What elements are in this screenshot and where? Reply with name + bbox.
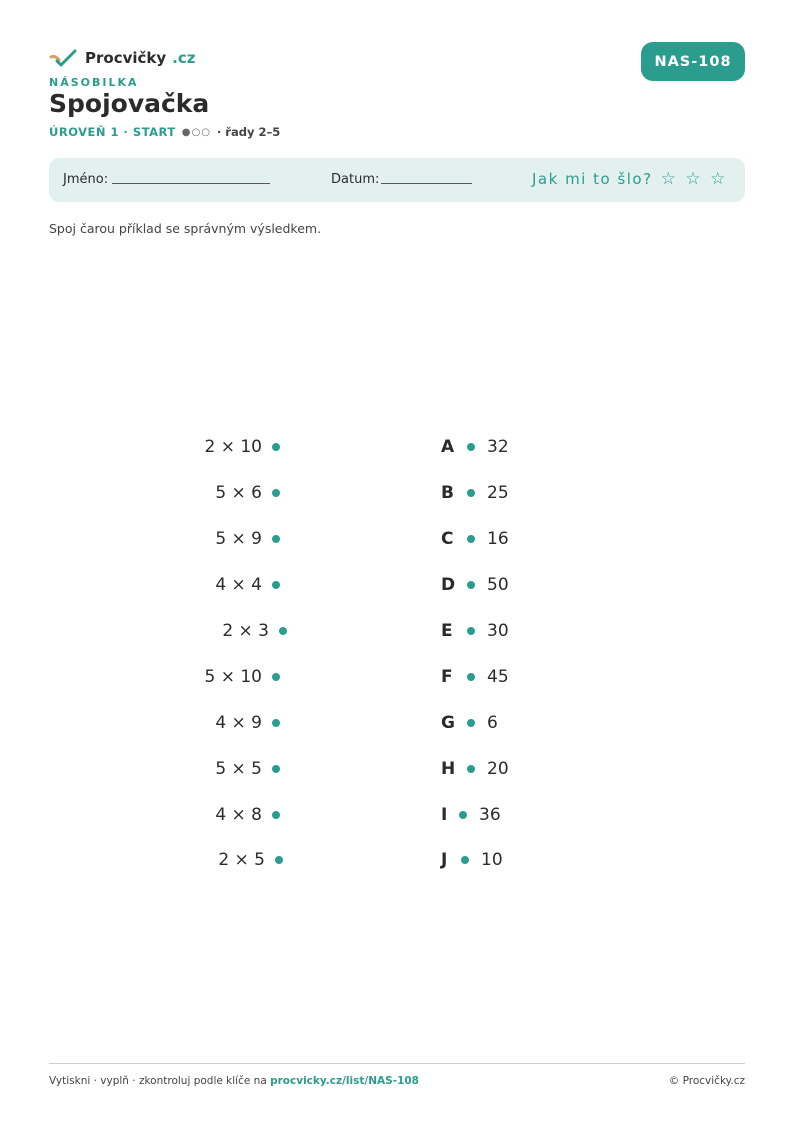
expression-text: 4 × 4 <box>215 575 262 595</box>
connect-dot[interactable] <box>275 856 283 864</box>
answer-value: 25 <box>487 483 509 503</box>
answer-item <box>441 665 509 689</box>
answer-item <box>441 527 509 551</box>
footer-note <box>49 1075 419 1087</box>
expression-item <box>150 803 280 827</box>
star-icon[interactable]: ☆ <box>660 169 678 189</box>
expression-item <box>150 757 280 781</box>
level-dots: ●○○ <box>181 126 211 138</box>
page-title: Spojovačka <box>49 89 210 118</box>
expression-item <box>150 435 280 459</box>
answer-item <box>441 711 498 735</box>
answer-letter: I <box>441 805 448 825</box>
footer-divider <box>49 1063 745 1064</box>
answer-value: 50 <box>487 575 509 595</box>
connect-dot[interactable] <box>272 443 280 451</box>
rating-label: Jak mi to šlo? <box>532 170 653 188</box>
connect-dot[interactable] <box>272 489 280 497</box>
connect-dot[interactable] <box>272 673 280 681</box>
date-label: Datum: <box>331 172 380 187</box>
connect-dot[interactable] <box>467 673 475 681</box>
answer-letter: J <box>441 850 448 870</box>
date-field[interactable] <box>381 183 472 184</box>
answer-value: 20 <box>487 759 509 779</box>
checkmark-logo-icon <box>49 48 77 68</box>
answer-value: 30 <box>487 621 509 641</box>
expression-item <box>150 573 280 597</box>
answer-letter: B <box>441 483 454 503</box>
level-info <box>49 125 280 139</box>
level-label: ÚROVEŇ 1 · START <box>49 125 176 139</box>
expression-text: 5 × 6 <box>215 483 262 503</box>
instruction-text: Spoj čarou příklad se správným výsledkem. <box>49 221 322 236</box>
expression-text: 5 × 5 <box>215 759 262 779</box>
name-field[interactable] <box>112 183 270 184</box>
answer-item <box>441 619 509 643</box>
answer-item <box>441 481 509 505</box>
answer-letter: D <box>441 575 456 595</box>
answer-value: 10 <box>481 850 503 870</box>
footer-copyright: © Procvičky.cz <box>668 1075 745 1087</box>
category-label: NÁSOBILKA <box>49 76 139 89</box>
connect-dot[interactable] <box>467 581 475 589</box>
answer-value: 6 <box>487 713 498 733</box>
connect-dot[interactable] <box>461 856 469 864</box>
expression-item <box>150 665 280 689</box>
answer-value: 36 <box>479 805 501 825</box>
expression-item <box>157 619 287 643</box>
expression-text: 2 × 5 <box>218 850 265 870</box>
answer-letter: E <box>441 621 453 641</box>
connect-dot[interactable] <box>272 765 280 773</box>
footer-link[interactable]: procvicky.cz/list/NAS-108 <box>270 1075 419 1087</box>
expression-text: 2 × 10 <box>204 437 262 457</box>
connect-dot[interactable] <box>272 535 280 543</box>
connect-dot[interactable] <box>467 443 475 451</box>
answer-item <box>441 757 509 781</box>
connect-dot[interactable] <box>272 719 280 727</box>
answer-item <box>441 803 501 827</box>
answer-value: 32 <box>487 437 509 457</box>
connect-dot[interactable] <box>467 765 475 773</box>
expression-item <box>150 481 280 505</box>
answer-letter: C <box>441 529 454 549</box>
expression-item <box>150 711 280 735</box>
brand-tld: .cz <box>172 49 196 67</box>
connect-dot[interactable] <box>467 627 475 635</box>
connect-dot[interactable] <box>272 581 280 589</box>
connect-dot[interactable] <box>459 811 467 819</box>
brand-name: Procvičky <box>85 49 167 67</box>
expression-text: 4 × 9 <box>215 713 262 733</box>
connect-dot[interactable] <box>467 535 475 543</box>
expression-text: 5 × 10 <box>204 667 262 687</box>
expression-text: 4 × 8 <box>215 805 262 825</box>
name-label: Jméno: <box>63 172 109 187</box>
answer-item <box>441 573 509 597</box>
expression-item <box>153 848 283 872</box>
answer-value: 45 <box>487 667 509 687</box>
answer-item <box>441 435 509 459</box>
star-icon[interactable]: ☆ <box>710 169 727 189</box>
level-rows: · řady 2–5 <box>216 125 281 139</box>
connect-dot[interactable] <box>467 719 475 727</box>
answer-value: 16 <box>487 529 509 549</box>
answer-letter: A <box>441 437 455 457</box>
rating <box>532 169 727 189</box>
expression-text: 2 × 3 <box>222 621 269 641</box>
connect-dot[interactable] <box>272 811 280 819</box>
answer-letter: H <box>441 759 456 779</box>
answer-item <box>441 848 503 872</box>
answer-letter: G <box>441 713 455 733</box>
connect-dot[interactable] <box>467 489 475 497</box>
star-icon[interactable]: ☆ <box>685 169 703 189</box>
expression-text: 5 × 9 <box>215 529 262 549</box>
worksheet-code-badge: NAS-108 <box>641 42 745 81</box>
connect-dot[interactable] <box>279 627 287 635</box>
brand-logo <box>49 48 195 68</box>
answer-letter: F <box>441 667 453 687</box>
expression-item <box>150 527 280 551</box>
footer-prefix: Vytiskni · vyplň · zkontroluj podle klíče na <box>49 1075 271 1087</box>
